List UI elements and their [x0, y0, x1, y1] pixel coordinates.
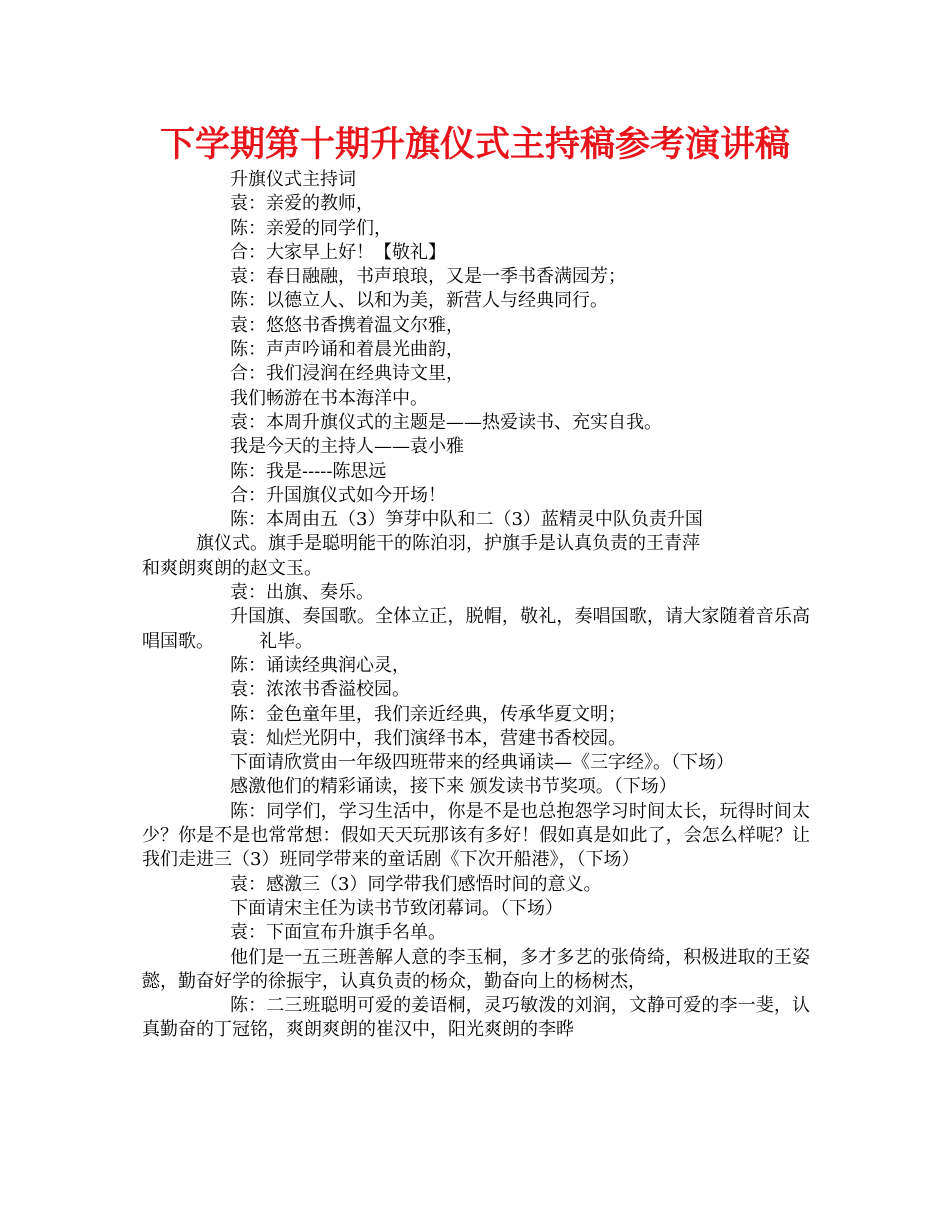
paragraph: 合：升国旗仪式如今开场！	[230, 484, 446, 506]
paragraph: 袁：亲爱的教师，	[230, 193, 374, 215]
paragraph: 陈：亲爱的同学们，	[230, 217, 392, 239]
paragraph: 他们是一五三班善解人意的李玉桐，多才多艺的张倚绮，积极进取的王姿懿，勤奋好学的徐振宇，认真负责的杨众，勤奋向上的杨树杰，	[142, 946, 810, 992]
paragraph: 陈：金色童年里，我们亲近经典，传承华夏文明；	[230, 703, 626, 725]
paragraph: 升国旗、奏国歌。全体立正，脱帽，敬礼，奏唱国歌，请大家随着音乐高唱国歌。 礼毕。	[142, 606, 810, 652]
paragraph: 袁：灿烂光阴中，我们演绎书本，营建书香校园。	[230, 727, 626, 749]
paragraph: 陈：声声吟诵和着晨光曲韵，	[230, 339, 464, 361]
paragraph: 我们畅游在书本海洋中。	[230, 387, 428, 409]
paragraph: 升旗仪式主持词	[230, 169, 356, 190]
paragraph: 袁：出旗、奏乐。	[230, 582, 374, 604]
paragraph: 和爽朗爽朗的赵文玉。	[142, 557, 322, 579]
paragraph: 下面请宋主任为读书节致闭幕词。（下场）	[230, 897, 563, 919]
paragraph: 陈：本周由五（3）笋芽中队和二（3）蓝精灵中队负责升国	[230, 509, 703, 531]
paragraph: 袁：春日融融，书声琅琅，又是一季书香满园芳；	[230, 266, 626, 288]
paragraph: 下面请欣赏由一年级四班带来的经典诵读—《三字经》。（下场）	[230, 752, 734, 774]
paragraph: 旗仪式。旗手是聪明能干的陈泊羽，护旗手是认真负责的王青萍	[196, 533, 700, 555]
paragraph: 合：我们浸润在经典诗文里，	[230, 363, 464, 385]
paragraph: 袁：下面宣布升旗手名单。	[230, 922, 446, 944]
paragraph: 袁：悠悠书香携着温文尔雅，	[230, 314, 464, 336]
document-body	[142, 168, 810, 1043]
document-title: 下学期第十期升旗仪式主持稿参考演讲稿	[159, 125, 790, 165]
paragraph: 陈：同学们，学习生活中，你是不是也总抱怨学习时间太长，玩得时间太少？你是不是也常常想：假如天天玩那该有多好！假如真是如此了，会怎么样呢？让我们走进三（3）班同学带来的童话剧《下次开船港》，（下场）	[142, 800, 810, 871]
paragraph: 陈：我是-----陈思远	[230, 460, 387, 482]
paragraph: 袁：浓浓书香溢校园。	[230, 679, 410, 701]
paragraph: 合：大家早上好！【敬礼】	[230, 241, 446, 263]
paragraph: 陈：二三班聪明可爱的姜语桐，灵巧敏泼的刘润，文静可爱的李一斐，认真勤奋的丁冠铭，爽朗爽朗的崔汉中，阳光爽朗的李晔	[142, 995, 810, 1041]
paragraph: 陈：诵读经典润心灵，	[230, 654, 410, 676]
paragraph: 袁：感激三（3）同学带我们感悟时间的意义。	[230, 873, 602, 895]
paragraph: 陈：以德立人、以和为美，新营人与经典同行。	[230, 290, 608, 312]
paragraph: 袁：本周升旗仪式的主题是——热爱读书、充实自我。	[230, 411, 662, 433]
paragraph: 感激他们的精彩诵读，接下来 颁发读书节奖项。（下场）	[230, 776, 677, 798]
paragraph: 我是今天的主持人——袁小雅	[230, 436, 464, 458]
